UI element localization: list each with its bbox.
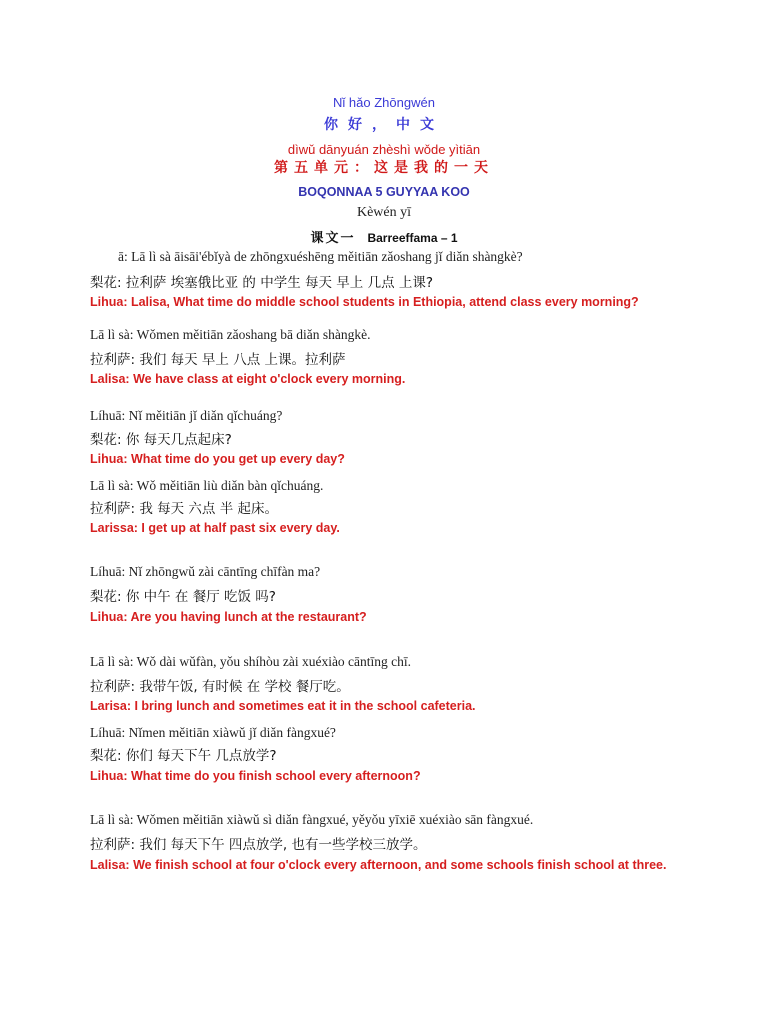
dialogue-pinyin: Líhuā: Nǐmen měitiān xiàwǔ jǐ diǎn fàngxué? <box>90 725 336 740</box>
dialogue-chinese: 梨花: 你 中午 在 餐厅 吃饭 吗? <box>90 589 276 605</box>
dialogue-english: Lalisa: We have class at eight o'clock every morning. <box>90 372 406 386</box>
dialogue-chinese: 梨花: 拉利萨 埃塞俄比亚 的 中学生 每天 早上 几点 上课? <box>90 275 434 291</box>
dialogue-english: Lihua: Lalisa, What time do middle school students in Ethiopia, attend class every morning? <box>90 295 639 309</box>
dialogue-chinese: 拉利萨: 我们 每天下午 四点放学, 也有一些学校三放学。 <box>90 837 427 853</box>
dialogue-pinyin: Lā lì sà: Wǒmen měitiān zǎoshang bā diǎn shàngkè. <box>90 327 371 342</box>
dialogue-chinese: 拉利萨: 我带午饭, 有时候 在 学校 餐厅吃。 <box>90 679 350 695</box>
dialogue-pinyin: Lā lì sà: Wǒ dài wǔfàn, yǒu shíhòu zài xuéxiào cāntīng chī. <box>90 654 412 669</box>
text-one-heading <box>0 227 768 246</box>
unit-title: BOQONNAA 5 GUYYAA KOO <box>298 185 470 199</box>
dialogue-pinyin: ā: Lā lì sà āisāi'ébǐyà de zhōngxuéshēng měitiān zǎoshang jǐ diǎn shàngkè? <box>118 249 523 264</box>
dialogue-english: Lihua: What time do you finish school every afternoon? <box>90 769 421 783</box>
text-one-pinyin: Kèwén yī <box>356 205 412 220</box>
text-one-oromo: Barreeffama – 1 <box>367 231 458 245</box>
dialogue-pinyin: Lā lì sà: Wǒmen měitiān xiàwǔ sì diǎn fàngxué, yěyǒu yīxiē xuéxiào sān fàngxué. <box>90 812 534 827</box>
dialogue-english: Lihua: Are you having lunch at the restaurant? <box>90 610 367 624</box>
dialogue-pinyin: Lā lì sà: Wǒ měitiān liù diǎn bàn qǐchuáng. <box>90 478 324 493</box>
text-one-chinese: 课文一 <box>310 231 356 246</box>
dialogue-chinese: 拉利萨: 我 每天 六点 半 起床。 <box>90 501 279 517</box>
dialogue-chinese: 梨花: 你 每天几点起床? <box>90 432 232 448</box>
lesson-chinese: 第五单元：这是我的一天 <box>274 160 494 176</box>
title-pinyin: Nǐ hǎo Zhōngwén <box>333 95 435 110</box>
dialogue-chinese: 梨花: 你们 每天下午 几点放学? <box>90 748 277 764</box>
dialogue-chinese: 拉利萨: 我们 每天 早上 八点 上课。拉利萨 <box>90 352 346 368</box>
dialogue-english: Larisa: I bring lunch and sometimes eat it in the school cafeteria. <box>90 699 476 713</box>
dialogue-english: Lalisa: We finish school at four o'clock every afternoon, and some schools finish school at three. <box>90 858 667 872</box>
title-chinese: 你好，中文 <box>324 117 444 133</box>
dialogue-english: Larissa: I get up at half past six every day. <box>90 521 340 535</box>
lesson-pinyin: dìwǔ dānyuán zhèshì wǒde yìtiān <box>287 142 481 157</box>
dialogue-pinyin: Líhuā: Nǐ zhōngwǔ zài cāntīng chīfàn ma? <box>90 564 321 579</box>
dialogue-pinyin: Líhuā: Nǐ měitiān jǐ diǎn qǐchuáng? <box>90 408 283 423</box>
dialogue-english: Lihua: What time do you get up every day? <box>90 452 345 466</box>
